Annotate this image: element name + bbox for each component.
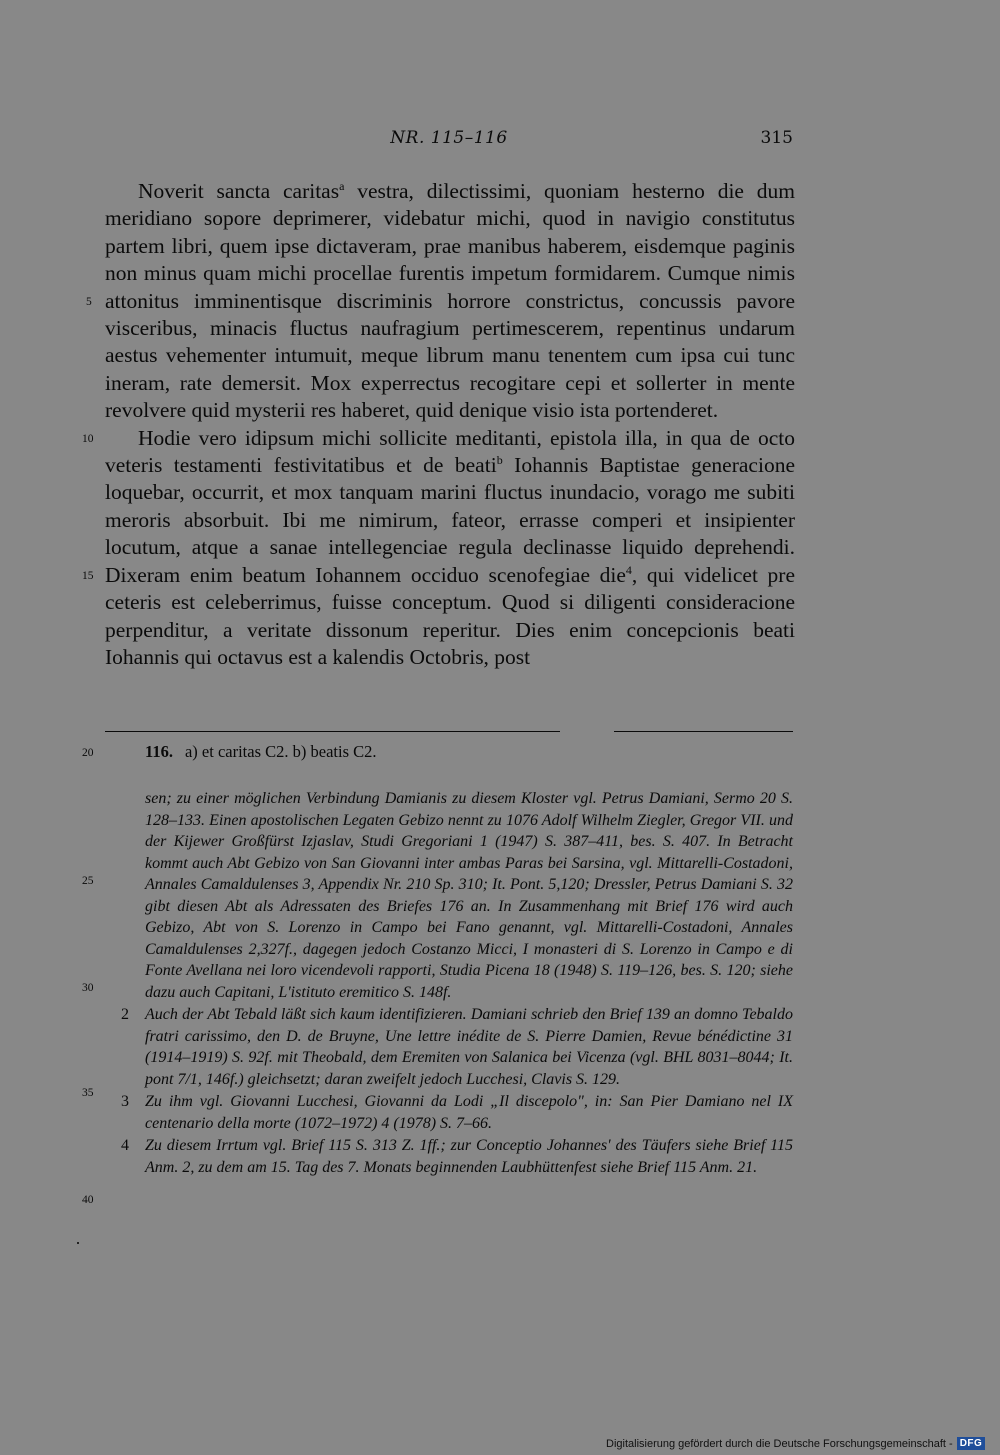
footnote-number: 2 [121, 1006, 129, 1023]
line-number: 20 [82, 747, 94, 759]
footnote-rule [105, 731, 793, 732]
apparatus-number: 116. [145, 742, 173, 761]
line-number: 10 [82, 433, 94, 445]
paragraph-2: Hodie vero idipsum michi sollicite meditanti, epistola illa, in qua de octo veteris testamenti festivitatibus et de beati$^b$ Iohannis Baptistae generacione loquebar, occurrit, et mox tanquam marini fluctus inundacio, vorago me subiti meroris absorbuit. Ibi me nimirum, fateor, errasse comperi et insipienter locutum, atque a sanae intellegenciae regula declinasse liquido deprehendi. Dixeram enim beatum Iohannem occiduo scenofegiae die$^4$, qui videlicet pre ceteris est celeberrimus, fuisse conceptum. Quod si diligenti consideracione perpenditur, a veritate dissonum reperitur. Dies enim concepcionis beati Iohannis qui octavus est a kalendis Octobris, post [105, 425, 796, 669]
line-number: 15 [82, 570, 94, 582]
apparatus-mark-b: b [496, 452, 503, 467]
footnote-4: 4 Zu diesem Irrtum vgl. Brief 115 S. 313 Z. 1ff.; zur Conceptio Johannes' des Täufers siehe Brief 115 Anm. 2, zu dem am 15. Tag des 7. Monats beginnenden Laubhüttenfest siehe Brief 115 Anm. 21. [121, 1137, 793, 1176]
line-number: 25 [82, 875, 94, 887]
running-title: NR. 115–116 [390, 128, 508, 148]
page-number: 315 [760, 128, 793, 148]
line-number: 35 [82, 1087, 94, 1099]
dfg-logo: DFG [957, 1437, 986, 1450]
line-number: 5 [86, 296, 92, 308]
footnotes [121, 788, 793, 1179]
footnote-continuation: sen; zu einer möglichen Verbindung Damianis zu diesem Kloster vgl. Petrus Damiani, Sermo 20 S. 128–133. Einen apostolischen Legaten Gebizo nennt zu 1076 Adolf Wilhelm Ziegler, Gregor VII. und der Kijewer Großfürst Izjaslav, Studi Gregoriani 1 (1947) S. 387–411, bes. S. 407. In Betracht kommt auch Abt Gebizo von San Giovanni inter ambas Paras bei Sarsina, vgl. Mittarelli-Costadoni, Annales Camaldulenses 3, Appendix Nr. 210 Sp. 310; It. Pont. 5,120; Dressler, Petrus Damiani S. 32 gibt diesen Abt als Adressaten des Briefes 176 an. In Zusammenhang mit Brief 176 wird auch Gebizo, Abt von S. Lorenzo in Campo bei Fano genannt, vgl. Mittarelli-Costadoni, Annales Camaldulenses 2,327f., dagegen jedoch Costanzo Micci, I monasteri di S. Lorenzo in Campo e di Fonte Avellana nei loro vicendevoli rapporti, Studia Picena 18 (1948) S. 119–126, bes. S. 120; siehe dazu auch Capitani, L'istituto eremitico S. 148f. [145, 790, 793, 1001]
footnote-2: 2 Auch der Abt Tebald läßt sich kaum identifizieren. Damiani schrieb den Brief 139 an domno Tebaldo fratri carissimo, den D. de Bruyne, Une lettre inédite de S. Pierre Damien, Revue bénédictine 31 (1914–1919) S. 92f. mit Theobald, dem Eremiten von Salanica bei Vicenza (vgl. BHL 8031–8044; It. pont 7/1, 146f.) gleichsetzt; daran zweifelt jedoch Lucchesi, Clavis S. 129. [121, 1006, 793, 1088]
page-header [105, 128, 793, 154]
paragraph-1: Noverit sancta caritas$^a$ vestra, dilectissimi, quoniam hesterno die dum meridiano sopore deprimerer, videbatur michi, quod in navigio constitutus partem libri, quem ipse dictaveram, prae manibus haberem, eisdemque paginis non minus quam michi procellae furentis impetum formidarem. Cumque nimis attonitus imminentisque discriminis horrore constrictus, concussis pavore visceribus, minacis fluctus naufragium pertimescerem, repentinus undarum aestus vehementer intumuit, meque librum manu tenentem cum ipsa cui tunc ineram, rate demersit. Mox experrectus recogitare cepi et sollerter in mente revolvere quid mysterii res haberet, quid denique visio ista portenderet. [105, 178, 795, 423]
credit-text: Digitalisierung gefördert durch die Deutsche Forschungsgemeinschaft - [606, 1437, 953, 1450]
footnote-number: 3 [121, 1093, 129, 1110]
footnote-number: 4 [121, 1137, 129, 1154]
main-text [105, 178, 795, 671]
apparatus-mark-a: a [339, 178, 345, 193]
footnote-mark-4: 4 [625, 562, 632, 577]
critical-apparatus [145, 742, 795, 762]
line-number: 40 [82, 1194, 94, 1206]
apparatus-text: a) et caritas C2. b) beatis C2. [184, 742, 377, 761]
footnote-3: 3 Zu ihm vgl. Giovanni Lucchesi, Giovanni da Lodi „Il discepolo", in: San Pier Damiano nel IX centenario della morte (1072–1972) 4 (1978) S. 7–66. [121, 1093, 793, 1132]
scan-speck [77, 1242, 79, 1244]
digitization-credit [606, 1437, 985, 1450]
rule-gap [560, 729, 614, 733]
line-number: 30 [82, 982, 94, 994]
